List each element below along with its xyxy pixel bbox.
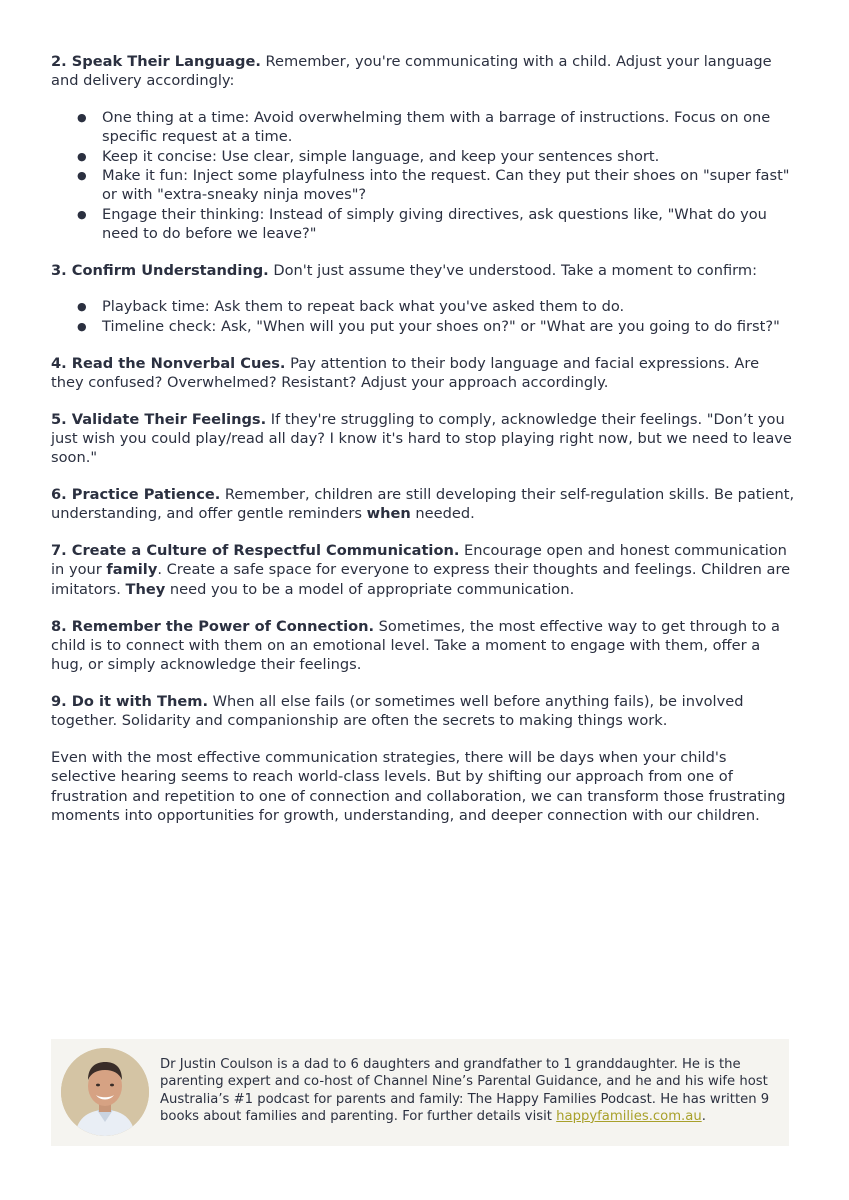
section-4-text: Pay attention to their body language and facial expressions. Are they confused? Overwhelmed? Resistant? Adjust your approach accordingly. [51,354,760,391]
list-item: ● Engage their thinking: Instead of simply giving directives, ask questions like, "What do you need to do before we leave?" [102,205,796,244]
author-bio-text [160,1056,782,1125]
closing-paragraph: Even with the most effective communication strategies, there will be days when your child's selective hearing seems to reach world-class levels. But by shifting our approach from one of frustration and repetition to one of connection and collaboration, we can transform those frustrating moments into opportunities for growth, understanding, and deeper connection with our children. [51,749,786,824]
section-5-heading: 5. Validate Their Feelings. [51,410,267,428]
section-3-heading: 3. Confirm Understanding. [51,261,269,279]
bio-text: Dr Justin Coulson is a dad to 6 daughters and grandfather to 1 granddaughter. He is the parenting expert and co-host of Channel Nine’s Parental Guidance, and he and his wife host Australia’s #1 podcast for parents and family: The Happy Families Podcast. He has written 9 books about families and parenting. For further details visit [160,1057,770,1124]
section-4-heading: 4. Read the Nonverbal Cues. [51,354,286,372]
section-8 [51,617,796,675]
section-2 [51,52,796,91]
section-6-text-a: Remember, children are still developing their self-regulation skills. Be patient, understanding, and offer gentle reminders [51,486,795,523]
section-4 [51,354,796,393]
section-3-list [51,297,796,336]
author-bio-box [51,1039,789,1146]
section-3 [51,261,796,280]
section-7-text-b: . Create a safe space for everyone to express their thoughts and feelings. Children are imitators. [51,561,791,598]
section-5-text: If they're struggling to comply, acknowledge their feelings. "Don’t you just wish you could play/read all day? I know it's hard to stop playing right now, but we need to leave soon." [51,410,792,467]
avatar [61,1048,149,1136]
section-5 [51,410,796,468]
section-8-text: Sometimes, the most effective way to get through to a child is to connect with them on an emotional level. Take a moment to engage with them, offer a hug, or simply acknowledge their feelings. [51,617,780,674]
section-8-heading: 8. Remember the Power of Connection. [51,617,375,635]
section-7 [51,541,796,599]
author-photo [61,1048,149,1136]
section-6 [51,485,796,524]
section-6-heading: 6. Practice Patience. [51,486,221,504]
section-9-text: When all else fails (or sometimes well before anything fails), be involved together. Solidarity and companionship are often the secrets to making things work. [51,692,744,730]
section-2-heading: 2. Speak Their Language. [51,53,261,70]
list-item: ● One thing at a time: Avoid overwhelming them with a barrage of instructions. Focus on one specific request at a time. [102,108,796,147]
list-item: ● Timeline check: Ask, "When will you put your shoes on?" or "What are you going to do first?" [102,317,796,336]
section-9-heading: 9. Do it with Them. [51,692,208,710]
article-body [51,52,796,843]
section-2-list [51,108,796,243]
section-7-bold-word-2: They [125,580,166,598]
section-2-text: Remember, you're communicating with a child. Adjust your language and delivery accordingly: [51,53,772,90]
section-7-heading: 7. Create a Culture of Respectful Communication. [51,542,460,560]
bio-end: . [701,1108,706,1124]
list-item: ● Playback time: Ask them to repeat back what you've asked them to do. [102,297,796,316]
section-3-text: Don't just assume they've understood. Take a moment to confirm: [268,261,758,279]
section-7-bold-word-1: family [106,561,158,579]
list-item: ● Make it fun: Inject some playfulness into the request. Can they put their shoes on "super fast" or with "extra-sneaky ninja moves"? [102,166,796,205]
list-item: ● Keep it concise: Use clear, simple language, and keep your sentences short. [102,147,796,166]
section-7-text-a: Encourage open and honest communication in your [51,542,787,579]
website-link[interactable]: happyfamilies.com.au [556,1108,702,1124]
section-7-text-c: need you to be a model of appropriate communication. [165,580,575,598]
section-6-text-b: needed. [410,505,475,523]
section-9 [51,692,796,731]
section-6-bold-word: when [366,505,411,523]
